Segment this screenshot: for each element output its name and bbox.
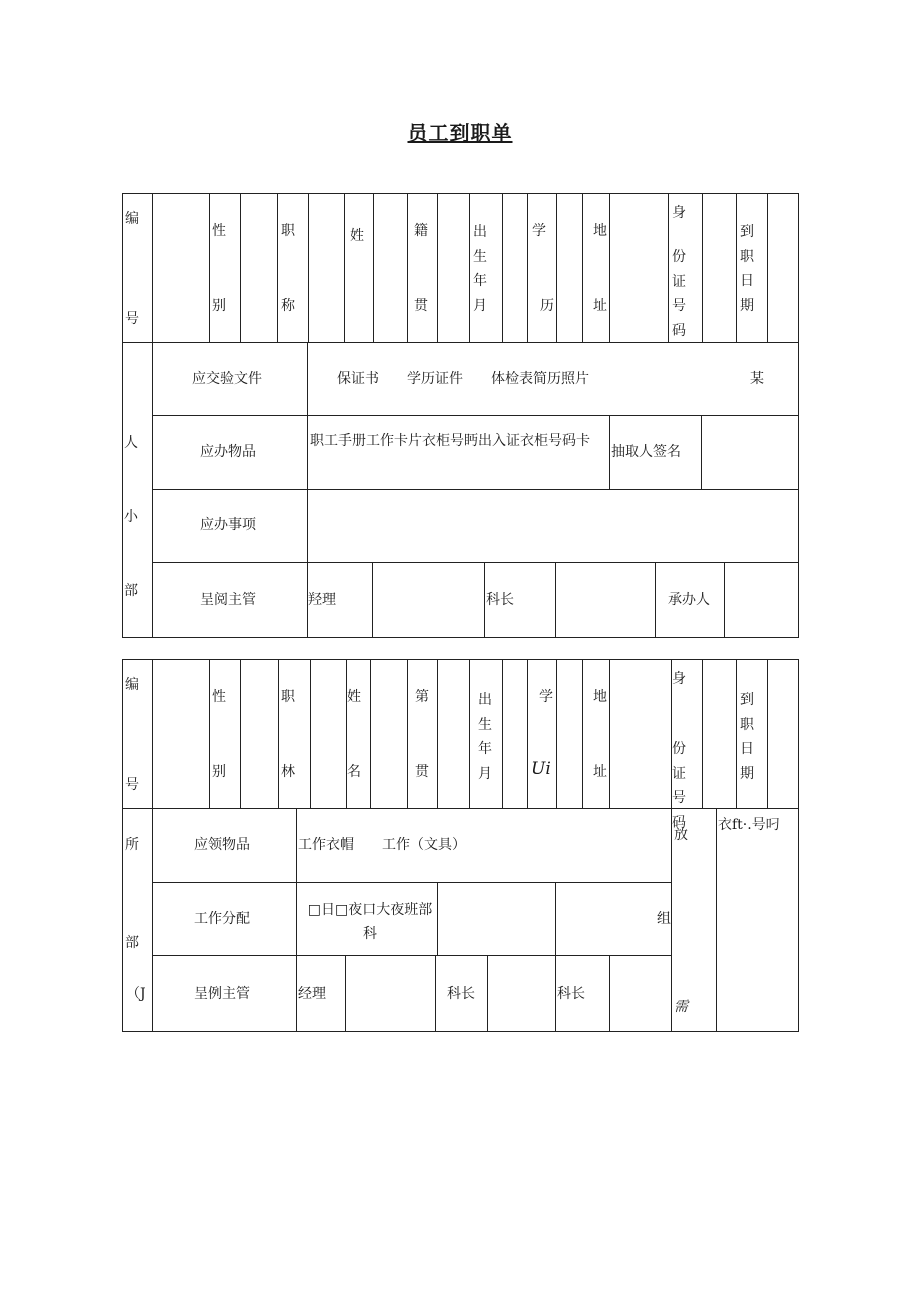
native-place-label-top: 籍: [414, 223, 428, 239]
manager-label: 经理: [298, 986, 326, 1002]
name-label: 姓: [350, 228, 364, 244]
section-chief-label: 科长: [486, 592, 514, 608]
employee-number-label-bottom: 号: [125, 311, 139, 327]
native-place-label-bottom: 贯: [414, 298, 428, 314]
birth-date-label: 出生年月: [473, 224, 487, 314]
items-to-receive-label: 应领物品: [194, 837, 250, 853]
right-column-label-bottom: 需: [674, 999, 688, 1015]
title-label-top: 职: [281, 223, 295, 239]
native-place-label-top: 第: [415, 689, 429, 705]
id-number-label-top: 身: [672, 671, 686, 687]
department-label-bottom: （J: [126, 986, 146, 1002]
name-label-bottom: 名: [347, 764, 361, 780]
title-label-bottom: 称: [281, 298, 295, 314]
items-to-issue-label: 应办物品: [200, 444, 256, 460]
start-date-label: 到职日期: [740, 692, 754, 782]
employee-number-label-top: 编: [125, 677, 139, 693]
receiver-signature-label: 抽取人签名: [611, 444, 681, 460]
documents-to-submit-label: 应交验文件: [192, 371, 262, 387]
handler-label: 承办人: [668, 592, 710, 608]
page-title: 员工到职单: [407, 121, 513, 145]
items-to-issue-value: 职工手册工作卡片衣柜号眄出入证衣柜号码卡: [310, 433, 590, 449]
documents-to-submit-value: 保证书 学历证件 体检表简历照片: [337, 371, 589, 387]
gender-label-bottom: 别: [212, 298, 226, 314]
onboarding-form-department: [122, 659, 799, 1032]
documents-extra-mark: 某: [750, 371, 764, 387]
hr-department-label: 人小部: [124, 435, 138, 599]
education-label-top: 学: [532, 223, 546, 239]
start-date-label: 到职日期: [740, 224, 754, 314]
id-number-label-top: 身: [672, 205, 686, 221]
education-label-bottom: 历: [540, 298, 554, 314]
matters-to-handle-label: 应办事项: [200, 517, 256, 533]
employee-number-label-bottom: 号: [125, 777, 139, 793]
department-label-mid: 部: [125, 935, 139, 951]
education-label-top: 学: [539, 689, 553, 705]
gender-label-top: 性: [212, 223, 226, 239]
name-label-top: 姓: [347, 689, 361, 705]
right-column-label-top: 放: [674, 827, 688, 843]
onboarding-form-personnel: [122, 193, 799, 638]
section-chief-label-2: 科长: [557, 986, 585, 1002]
id-number-label-bottom: 份证号码: [672, 741, 686, 831]
group-label: 组: [657, 911, 671, 927]
id-number-label-bottom: 份证号码: [672, 249, 686, 339]
locker-number-note: 衣ft·.号叼: [718, 817, 780, 833]
address-label-top: 地: [593, 689, 607, 705]
address-label-top: 地: [593, 223, 607, 239]
address-label-bottom: 址: [593, 764, 607, 780]
gender-label-top: 性: [212, 689, 226, 705]
shift-options-value: □日□夜口大夜班部科: [307, 902, 433, 942]
manager-label: 羟理: [308, 592, 336, 608]
address-label-bottom: 址: [593, 298, 607, 314]
review-supervisor-label: 呈阅主管: [200, 592, 256, 608]
education-label-bottom: Ui: [531, 759, 551, 779]
items-to-receive-value: 工作衣帽 工作（文具）: [298, 837, 466, 853]
birth-date-label: 出生年月: [478, 692, 492, 782]
gender-label-bottom: 别: [212, 764, 226, 780]
work-assignment-label: 工作分配: [194, 911, 250, 927]
title-label-top: 职: [281, 689, 295, 705]
department-label-top: 所: [125, 837, 139, 853]
title-label-bottom: 林: [281, 764, 295, 780]
review-supervisor-label: 呈例主管: [194, 986, 250, 1002]
native-place-label-bottom: 贯: [415, 764, 429, 780]
employee-number-label-top: 编: [125, 211, 139, 227]
section-chief-label-1: 科长: [447, 986, 475, 1002]
